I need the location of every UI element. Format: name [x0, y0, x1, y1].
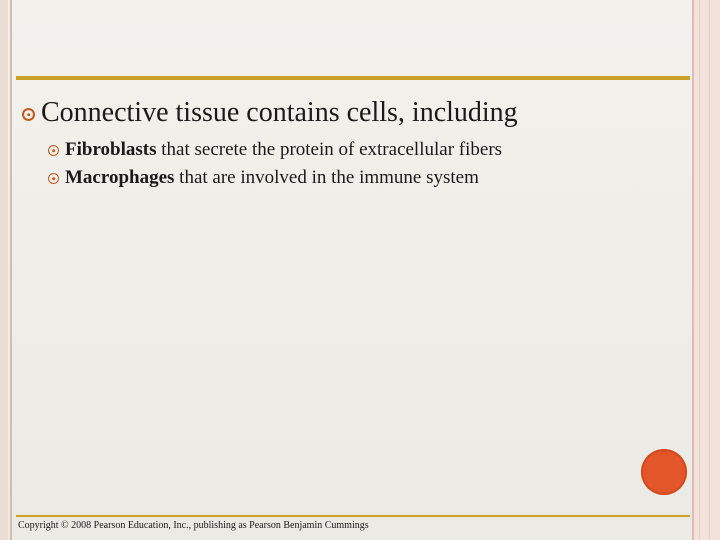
- circle-bullet-icon: [22, 108, 35, 121]
- bullet-term: Macrophages: [65, 167, 175, 188]
- frame-left-line: [10, 0, 12, 540]
- bullet-description: that are involved in the immune system: [174, 167, 479, 188]
- frame-right-line: [699, 0, 700, 540]
- frame-right-border: [692, 0, 720, 540]
- title-divider: [16, 76, 690, 80]
- footer-divider: [16, 515, 690, 517]
- frame-right-line: [709, 0, 710, 540]
- bullet-level2-fibroblasts: [48, 136, 682, 164]
- frame-right-line: [692, 0, 694, 540]
- copyright-footer: Copyright © 2008 Pearson Education, Inc., publishing as Pearson Benjamin Cummings: [18, 520, 369, 531]
- circle-bullet-icon: [48, 145, 59, 156]
- frame-left-border: [0, 0, 8, 540]
- bullet-text: [65, 136, 502, 164]
- bullet-text: Connective tissue contains cells, including: [41, 97, 518, 128]
- bullet-term: Fibroblasts: [65, 139, 157, 160]
- slide-body: [22, 96, 682, 192]
- decorative-circle: [641, 449, 687, 495]
- bullet-level1: [22, 96, 682, 130]
- circle-bullet-icon: [48, 173, 59, 184]
- bullet-description: that secrete the protein of extracellular fibers: [156, 139, 503, 160]
- bullet-text: [65, 164, 479, 192]
- bullet-level2-macrophages: [48, 164, 682, 192]
